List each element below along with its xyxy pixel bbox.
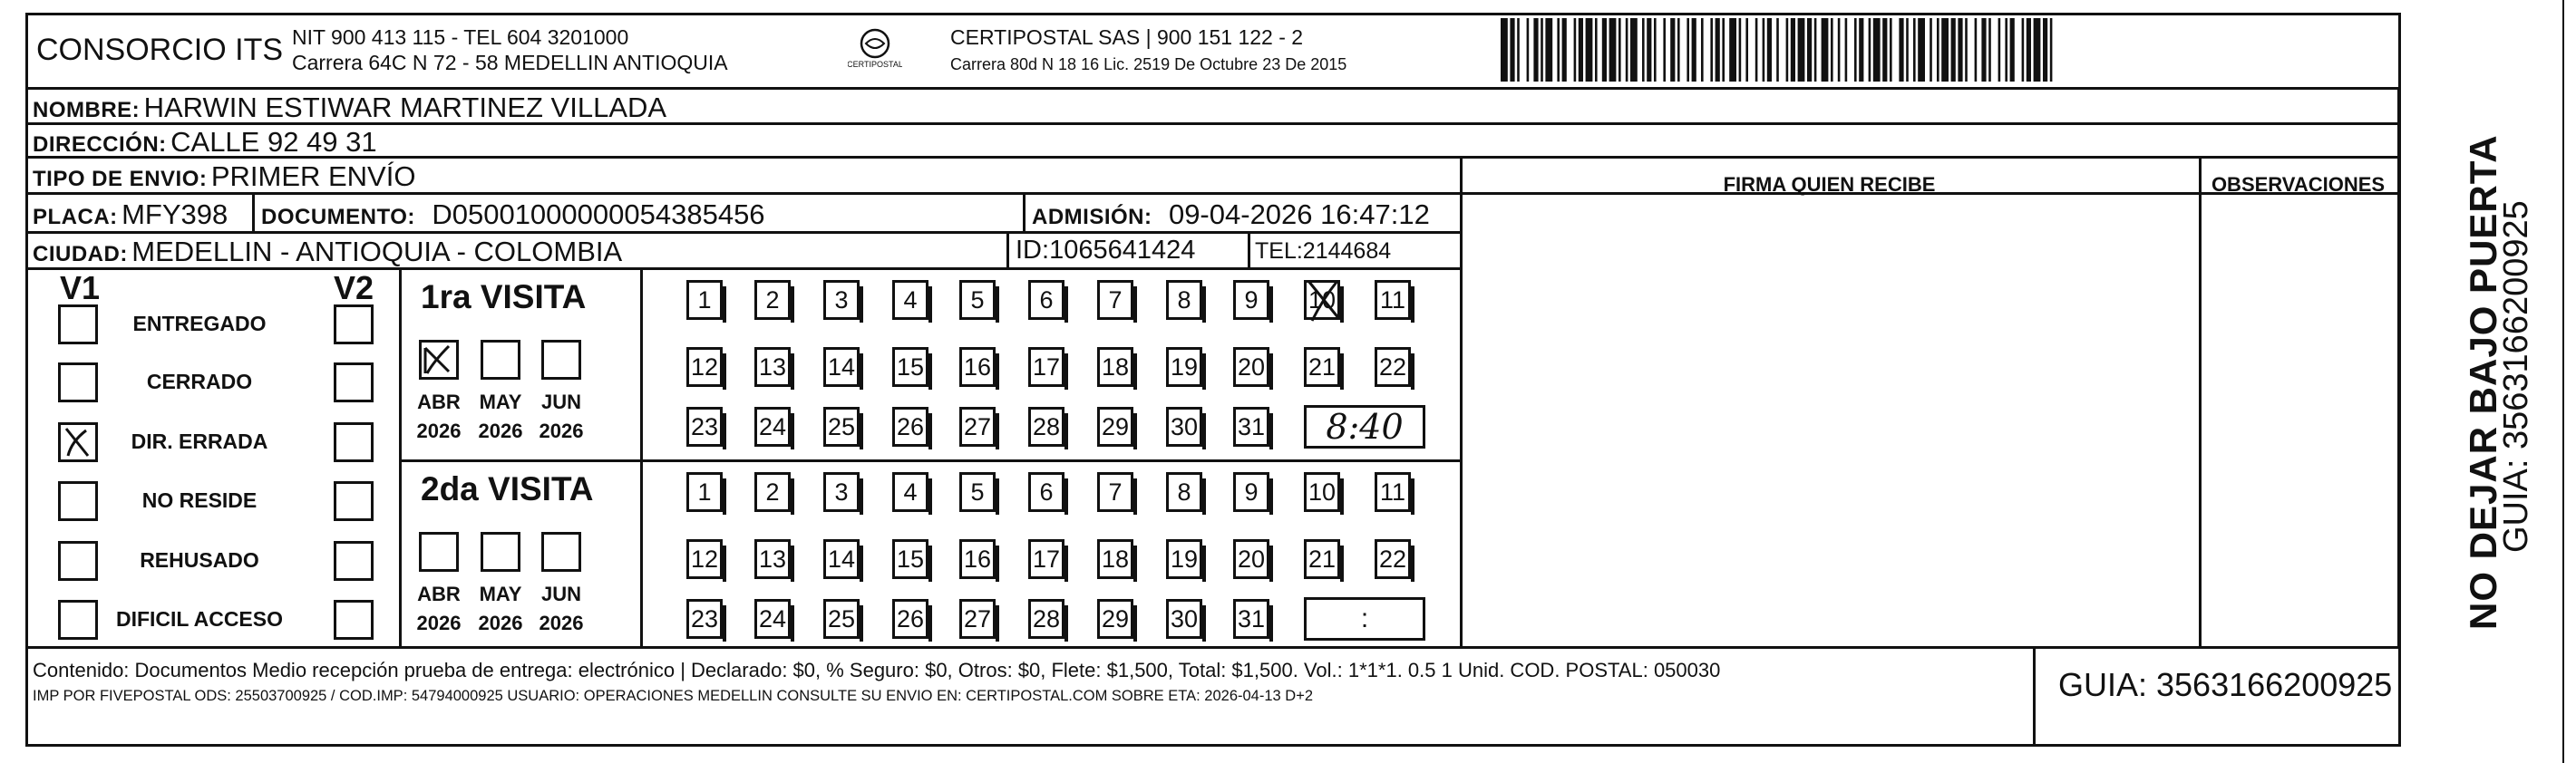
visit-day-box[interactable] xyxy=(1166,539,1202,579)
visit-day-box[interactable] xyxy=(823,347,860,387)
status-v1-checkbox[interactable] xyxy=(58,600,98,640)
id-label: ID: xyxy=(1016,236,1050,265)
ciudad-value: MEDELLIN - ANTIOQUIA - COLOMBIA xyxy=(131,236,623,267)
visit-day-box[interactable] xyxy=(1097,407,1133,447)
nombre-label: NOMBRE: xyxy=(33,98,141,122)
visit-day-box[interactable] xyxy=(1304,472,1340,512)
visit-day-number: 9 xyxy=(1244,285,1259,314)
visit-year-label: 2026 xyxy=(416,612,462,634)
certipostal-logo xyxy=(848,25,902,75)
visit-day-number: 1 xyxy=(697,285,712,314)
visit-day-box[interactable] xyxy=(1097,472,1133,512)
visit-day-box[interactable] xyxy=(823,599,860,639)
visit-day-box[interactable] xyxy=(754,347,791,387)
visit-day-box[interactable] xyxy=(892,599,928,639)
visit-day-number: 2 xyxy=(765,285,780,314)
visit-year-label: 2026 xyxy=(478,612,523,634)
visit-day-number: 15 xyxy=(896,545,925,573)
status-v2-checkbox[interactable] xyxy=(334,304,374,344)
visit-year-label: 2026 xyxy=(416,420,462,442)
visit-day-box[interactable] xyxy=(1375,347,1411,387)
visit-month-label: JUN xyxy=(540,391,581,413)
placa-value: MFY398 xyxy=(122,198,228,230)
visit-day-number: 8 xyxy=(1177,478,1191,506)
status-v1-checkbox[interactable] xyxy=(58,362,98,402)
status-label: DIFICIL ACCESO xyxy=(115,607,283,631)
visit-day-number: 14 xyxy=(827,545,856,573)
visit-day-number: 14 xyxy=(827,353,856,381)
svg-text:CERTIPOSTAL: CERTIPOSTAL xyxy=(848,60,902,69)
visit-day-box[interactable] xyxy=(1028,280,1064,320)
visit-day-number: 24 xyxy=(758,412,787,440)
status-label: NO RESIDE xyxy=(141,488,258,512)
visit-day-box[interactable] xyxy=(1166,347,1202,387)
ciudad-label: CIUDAD: xyxy=(33,242,128,266)
visit-day-number: 27 xyxy=(963,412,992,440)
visit-day-number: 12 xyxy=(690,545,719,573)
visit-day-number: 13 xyxy=(758,545,787,573)
observaciones-header: OBSERVACIONES xyxy=(2211,173,2386,196)
status-v2-checkbox[interactable] xyxy=(334,481,374,521)
status-v2-checkbox[interactable] xyxy=(334,362,374,402)
visit-day-number: 24 xyxy=(758,604,787,633)
visit-day-number: 7 xyxy=(1108,285,1123,314)
visit-time-box[interactable] xyxy=(1304,405,1425,449)
company-address: Carrera 64C N 72 - 58 MEDELLIN ANTIOQUIA xyxy=(292,51,728,74)
visit-day-box[interactable] xyxy=(1028,472,1064,512)
visit-day-box[interactable] xyxy=(754,472,791,512)
visit-day-number: 16 xyxy=(963,353,992,381)
visit-day-number: 23 xyxy=(690,604,719,633)
direccion-value: CALLE 92 49 31 xyxy=(170,126,377,158)
visit-month-label: MAY xyxy=(479,391,522,413)
visit-month-label: JUN xyxy=(540,583,581,605)
visit-day-box[interactable] xyxy=(1166,472,1202,512)
visit-day-box[interactable] xyxy=(959,280,996,320)
company-name: CONSORCIO ITS xyxy=(36,33,284,67)
status-label: DIR. ERRADA xyxy=(131,430,268,453)
visit-day-box[interactable] xyxy=(1233,472,1269,512)
visit-day-number: 30 xyxy=(1170,412,1199,440)
visit-year-label: 2026 xyxy=(539,420,584,442)
visit-day-box[interactable] xyxy=(823,472,860,512)
visit-day-box[interactable] xyxy=(892,280,928,320)
visit-day-number: 4 xyxy=(903,285,918,314)
visit-day-box[interactable] xyxy=(686,347,723,387)
visit-day-box[interactable] xyxy=(892,472,928,512)
company-nit: NIT 900 413 115 - TEL 604 3201000 xyxy=(292,25,629,49)
tel-label: TEL: xyxy=(1255,238,1303,264)
visit-day-box[interactable] xyxy=(1233,539,1269,579)
visit-day-box[interactable] xyxy=(1304,347,1340,387)
footer-contenido: Contenido: Documentos Medio recepción prueba de entrega: electrónico | Declarado: $0, % Seguro: $0, Otros: $0, Flete: $1,500, Total: $1,500. Vol.: 1*1*1. 0.5 1 Unid. COD. POSTAL: 050030 xyxy=(33,659,1721,681)
visit-day-number: 15 xyxy=(896,353,925,381)
visit-time-value: : xyxy=(1360,604,1369,633)
firma-header: FIRMA QUIEN RECIBE xyxy=(1723,173,1936,196)
visit-day-box[interactable] xyxy=(1097,539,1133,579)
visit-day-box[interactable] xyxy=(1233,599,1269,639)
visit-day-number: 9 xyxy=(1244,478,1259,506)
visit-day-box[interactable] xyxy=(959,407,996,447)
visit-day-number: 1 xyxy=(697,478,712,506)
visit-day-box[interactable] xyxy=(1304,539,1340,579)
visit-day-number: 22 xyxy=(1378,545,1407,573)
visit-day-number: 18 xyxy=(1101,353,1130,381)
visit-title: 2da VISITA xyxy=(421,470,594,507)
visit-day-box[interactable] xyxy=(686,599,723,639)
visit-day-box[interactable] xyxy=(1166,407,1202,447)
visit-day-number: 3 xyxy=(834,285,849,314)
tipo-envio-label: TIPO DE ENVIO: xyxy=(33,167,208,191)
visit-day-box[interactable] xyxy=(754,280,791,320)
visit-day-box[interactable] xyxy=(823,539,860,579)
visit-day-number: 27 xyxy=(963,604,992,633)
visit-day-box[interactable] xyxy=(1097,280,1133,320)
visit-day-box[interactable] xyxy=(686,407,723,447)
footer-imp: IMP POR FIVEPOSTAL ODS: 25503700925 / COD.IMP: 54794000925 USUARIO: OPERACIONES MEDELLIN CONSULTE SU ENVIO EN: CERTIPOSTAL.COM SOBRE ETA: 2026-04-13 D+2 xyxy=(33,688,1314,704)
visit-day-box[interactable] xyxy=(823,280,860,320)
visit-day-box[interactable] xyxy=(1233,280,1269,320)
visit-day-number: 21 xyxy=(1307,545,1337,573)
visit-day-box[interactable] xyxy=(686,472,723,512)
header-divider xyxy=(25,87,2401,90)
visit-day-box[interactable] xyxy=(686,539,723,579)
admision-value: 09-04-2026 16:47:12 xyxy=(1168,198,1430,230)
tel-value: 2144684 xyxy=(1302,238,1392,264)
visit-day-box[interactable] xyxy=(959,539,996,579)
visit-day-number: 2 xyxy=(765,478,780,506)
status-v2-checkbox[interactable] xyxy=(334,422,374,462)
visit-day-number: 16 xyxy=(963,545,992,573)
v1-header: V1 xyxy=(60,269,101,306)
visit-day-number: 31 xyxy=(1237,412,1266,440)
status-v1-checkbox[interactable] xyxy=(58,422,98,462)
visit-year-label: 2026 xyxy=(539,612,584,634)
visit-month-label: ABR xyxy=(417,391,461,413)
status-label: REHUSADO xyxy=(140,548,259,572)
visit-day-number: 13 xyxy=(758,353,787,381)
documento-value: D05001000000054385456 xyxy=(432,198,765,230)
visit-day-box[interactable] xyxy=(1375,472,1411,512)
visit-day-box[interactable] xyxy=(1375,539,1411,579)
visit-day-box[interactable] xyxy=(1028,347,1064,387)
visit-day-number: 3 xyxy=(834,478,849,506)
visit-day-number: 4 xyxy=(903,478,918,506)
visit-day-box[interactable] xyxy=(1233,407,1269,447)
visit-day-number: 17 xyxy=(1032,353,1061,381)
side-guia: GUIA: 3563166200925 xyxy=(2497,200,2535,553)
visit-day-number: 26 xyxy=(896,412,925,440)
visit-day-box[interactable] xyxy=(892,407,928,447)
visit-day-number: 6 xyxy=(1039,285,1054,314)
visit-day-box[interactable] xyxy=(1097,599,1133,639)
visit-day-box[interactable] xyxy=(892,347,928,387)
visit-day-box[interactable] xyxy=(823,407,860,447)
visit-day-number: 18 xyxy=(1101,545,1130,573)
visit-day-box[interactable] xyxy=(754,407,791,447)
visit-year-label: 2026 xyxy=(478,420,523,442)
visit-day-box[interactable] xyxy=(1304,280,1340,320)
visit-day-box[interactable] xyxy=(959,599,996,639)
status-v2-checkbox[interactable] xyxy=(334,541,374,581)
visit-day-number: 25 xyxy=(827,412,856,440)
visit-month-checkbox[interactable] xyxy=(541,532,581,572)
visit-day-box[interactable] xyxy=(1028,599,1064,639)
status-v1-checkbox[interactable] xyxy=(58,481,98,521)
side-warning: NO DEJAR BAJO PUERTA xyxy=(2462,134,2504,630)
visit-day-box[interactable] xyxy=(959,472,996,512)
visit-day-number: 22 xyxy=(1378,353,1407,381)
visit-day-box[interactable] xyxy=(1028,407,1064,447)
certipostal-address: Carrera 80d N 18 16 Lic. 2519 De Octubre 23 De 2015 xyxy=(950,55,1347,73)
visit-day-number: 26 xyxy=(896,604,925,633)
visit-day-number: 25 xyxy=(827,604,856,633)
visit-day-number: 29 xyxy=(1101,604,1130,633)
visit-day-number: 11 xyxy=(1379,285,1406,314)
visit-day-number: 30 xyxy=(1170,604,1199,633)
visit-day-number: 29 xyxy=(1101,412,1130,440)
barcode xyxy=(1501,18,2226,82)
visit-day-box[interactable] xyxy=(959,347,996,387)
visit-day-box[interactable] xyxy=(1375,280,1411,320)
visit-month-checkbox[interactable] xyxy=(481,532,520,572)
visit-day-box[interactable] xyxy=(1097,347,1133,387)
visit-month-checkbox[interactable] xyxy=(541,340,581,380)
status-v2-checkbox[interactable] xyxy=(334,600,374,640)
visit-day-number: 10 xyxy=(1307,285,1337,314)
visit-day-box[interactable] xyxy=(754,539,791,579)
certipostal-info: CERTIPOSTAL SAS | 900 151 122 - 2 xyxy=(950,25,1304,49)
footer-guia: GUIA: 3563166200925 xyxy=(2058,666,2393,703)
tipo-envio-value: PRIMER ENVÍO xyxy=(210,160,416,192)
visit-day-box[interactable] xyxy=(1028,539,1064,579)
visit-day-number: 7 xyxy=(1108,478,1123,506)
visit-day-number: 21 xyxy=(1307,353,1337,381)
visit-time-box[interactable] xyxy=(1304,597,1425,641)
visit-title: 1ra VISITA xyxy=(421,278,587,315)
status-v1-checkbox[interactable] xyxy=(58,541,98,581)
placa-label: PLACA: xyxy=(33,205,118,229)
documento-label: DOCUMENTO: xyxy=(261,205,415,229)
status-v1-checkbox[interactable] xyxy=(58,304,98,344)
visit-day-box[interactable] xyxy=(754,599,791,639)
visit-day-number: 6 xyxy=(1039,478,1054,506)
visit-month-label: MAY xyxy=(479,583,522,605)
visit-month-checkbox[interactable] xyxy=(419,340,459,380)
visit-day-box[interactable] xyxy=(1166,599,1202,639)
visit-day-number: 31 xyxy=(1237,604,1266,633)
visit-day-number: 5 xyxy=(970,285,985,314)
visit-day-number: 19 xyxy=(1170,545,1199,573)
visit-day-number: 20 xyxy=(1237,545,1266,573)
visit-day-box[interactable] xyxy=(686,280,723,320)
visit-day-number: 11 xyxy=(1379,478,1406,506)
visit-day-number: 5 xyxy=(970,478,985,506)
admision-label: ADMISIÓN: xyxy=(1032,205,1152,229)
visit-month-checkbox[interactable] xyxy=(419,532,459,572)
visit-day-box[interactable] xyxy=(1233,347,1269,387)
visit-day-number: 28 xyxy=(1032,604,1061,633)
id-value: 1065641424 xyxy=(1049,236,1196,265)
visit-day-number: 20 xyxy=(1237,353,1266,381)
nombre-value: HARWIN ESTIWAR MARTINEZ VILLADA xyxy=(143,92,667,123)
direccion-label: DIRECCIÓN: xyxy=(33,132,167,157)
status-label: ENTREGADO xyxy=(132,312,267,335)
visit-day-number: 19 xyxy=(1170,353,1199,381)
visit-day-number: 17 xyxy=(1032,545,1061,573)
visit-day-number: 12 xyxy=(690,353,719,381)
visit-day-number: 28 xyxy=(1032,412,1061,440)
visit-day-number: 10 xyxy=(1307,478,1337,506)
visit-month-label: ABR xyxy=(417,583,461,605)
visit-time-value: 8:40 xyxy=(1326,407,1404,447)
visit-day-box[interactable] xyxy=(892,539,928,579)
visit-day-number: 8 xyxy=(1177,285,1191,314)
visit-day-number: 23 xyxy=(690,412,719,440)
visit-month-checkbox[interactable] xyxy=(481,340,520,380)
visit-day-box[interactable] xyxy=(1166,280,1202,320)
v2-header: V2 xyxy=(334,269,374,306)
status-label: CERRADO xyxy=(146,370,253,393)
